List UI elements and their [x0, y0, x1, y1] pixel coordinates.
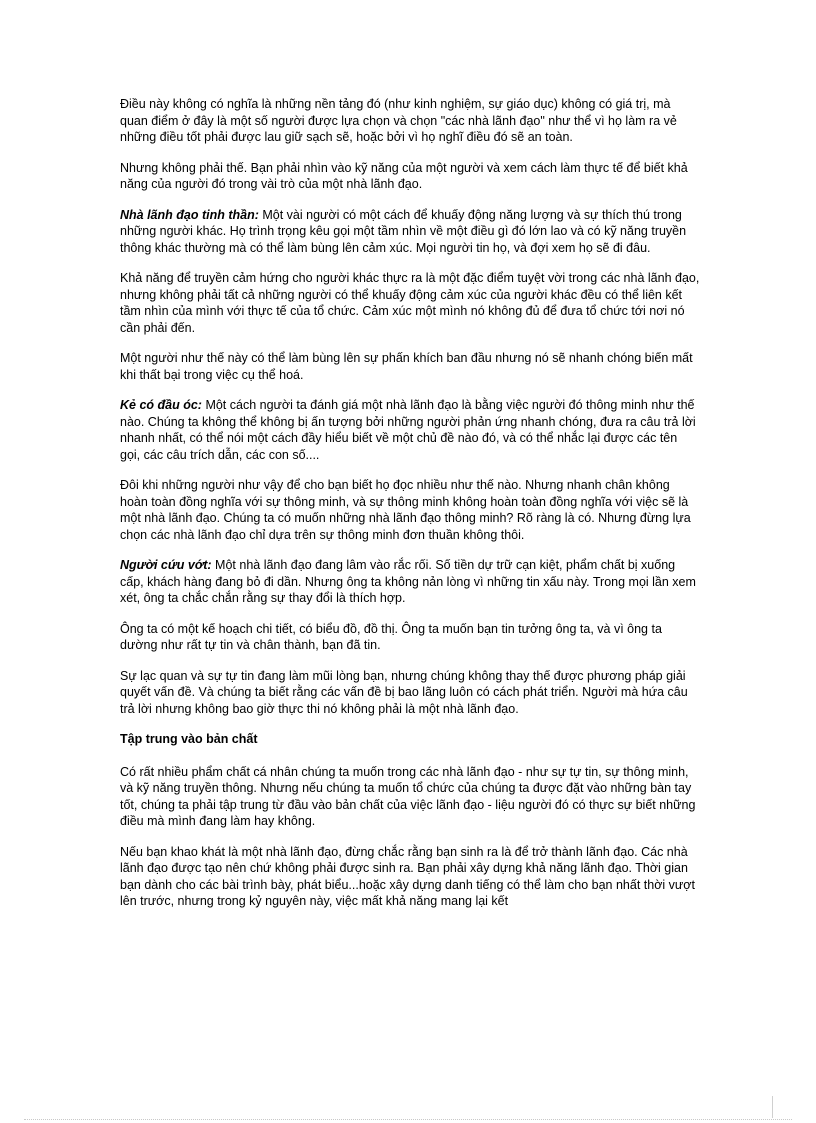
paragraph-text: Một nhà lãnh đạo đang lâm vào rắc rối. Số tiền dự trữ cạn kiệt, phẩm chất bị xuống cấp, khách hàng đang bỏ đi dần. Nhưng ông ta không nản lòng vì những tin xấu này. Trong mọi lần xem xét, ông ta chắc chắn rằng sự thay đổi là thích hợp. — [120, 558, 696, 605]
paragraph-lead: Nhà lãnh đạo tinh thần: — [120, 207, 259, 222]
paragraph: Điều này không có nghĩa là những nền tảng đó (như kinh nghiệm, sự giáo dục) không có giá trị, mà quan điểm ở đây là một số người được lựa chọn và chọn "các nhà lãnh đạo" như thể vì họ làm ra vẻ những điều tốt phải được lau giữ sạch sẽ, hoặc bởi vì họ nghĩ điều đó sẽ an toàn. — [120, 97, 677, 144]
document-body — [120, 96, 700, 924]
paragraph-text: Một cách người ta đánh giá một nhà lãnh đạo là bằng việc người đó thông minh như thế nào. Chúng ta không thể không bị ấn tượng bởi những người phản ứng nhanh chóng, đưa ra câu trả lời nhanh nhất, có thể nói một cách đầy hiểu biết về một chủ đề nào đó, và có thể nhắc lại được các tên gọi, các câu trích dẫn, các con số.... — [120, 398, 696, 462]
section-heading: Tập trung vào bản chất — [120, 732, 258, 746]
paragraph: Sự lạc quan và sự tự tin đang làm mũi lòng bạn, nhưng chúng không thay thế được phương pháp giải quyết vấn đề. Và chúng ta biết rằng các vấn đề bị bao lãng luôn có cách phát triển. Người mà hứa câu trả lời nhưng không bao giờ thực thi nó không phải là một nhà lãnh đạo. — [120, 668, 688, 716]
page-bottom-border — [24, 1119, 792, 1120]
paragraph: Một người như thế này có thể làm bùng lên sự phấn khích ban đầu nhưng nó sẽ nhanh chóng biến mất khi thất bại trong việc cụ thể hoá. — [120, 351, 693, 382]
paragraph: Có rất nhiều phẩm chất cá nhân chúng ta muốn trong các nhà lãnh đạo - như sự tự tin, sự thông minh, và kỹ năng truyền thông. Nhưng nếu chúng ta muốn tổ chức của chúng ta được đặt vào những bàn tay tốt, chúng ta phải tập trung từ đầu vào bản chất của việc lãnh đạo - liệu người đó có thực sự biết những điều mà mình đang làm hay không. — [120, 764, 696, 828]
paragraph — [120, 207, 700, 257]
paragraph: Đôi khi những người như vậy để cho bạn biết họ đọc nhiều như thế nào. Nhưng nhanh chân không hoàn toàn đồng nghĩa với sự thông minh, và sự thông minh không hoàn toàn đồng nghĩa với việc sẽ là một nhà lãnh đạo. Chúng ta có muốn những nhà lãnh đạo thông minh? Rõ ràng là có. Nhưng đừng lựa chọn các nhà lãnh đạo chỉ dựa trên sự thông minh đơn thuần không thôi. — [120, 478, 691, 542]
page-corner-mark — [772, 1096, 773, 1118]
paragraph-text: Một vài người có một cách để khuấy động năng lượng và sự thích thú trong những người khác. Họ trình trọng kêu gọi một tầm nhìn về một điều gì đó lớn lao và có kỹ năng truyền thông khác thường mà có thể làm bùng lên cảm xúc. Mọi người tin họ, và đợi xem họ sẽ đi đâu. — [120, 207, 687, 255]
paragraph: Ông ta có một kế hoạch chi tiết, có biểu đồ, đồ thị. Ông ta muốn bạn tin tưởng ông ta, và vì ông ta dường như rất tự tin và chân thành, bạn đã tin. — [120, 621, 662, 652]
paragraph — [120, 557, 700, 607]
paragraph: Khả năng để truyền cảm hứng cho người khác thực ra là một đặc điểm tuyệt vời trong các nhà lãnh đạo, nhưng không phải tất cả những người có thể khuấy động cảm xúc của người khác đều có thể liên kết tầm nhìn của mình với thực tế của tổ chức. Cảm xúc một mình nó không đủ để đưa tổ chức tới nơi nó cần phải đến. — [120, 271, 700, 335]
paragraph-lead: Người cứu vớt: — [120, 558, 212, 572]
paragraph-lead: Kẻ có đầu óc: — [120, 398, 202, 412]
paragraph: Nhưng không phải thế. Bạn phải nhìn vào kỹ năng của một người và xem cách làm thực tế để biết khả năng của người đó trong vài trò của một nhà lãnh đạo. — [120, 160, 688, 191]
paragraph — [120, 397, 700, 463]
paragraph: Nếu bạn khao khát là một nhà lãnh đạo, đừng chắc rằng bạn sinh ra là để trở thành lãnh đạo. Các nhà lãnh đạo được tạo nên chứ không phải được sinh ra. Bạn phải xây dựng khả năng lãnh đạo. Thời gian bạn dành cho các bài trình bày, phát biểu...hoặc xây dựng danh tiếng có thể làm cho bạn nhất thời vượt lên trước, nhưng trong kỷ nguyên này, việc mất khả năng mang lại kết — [120, 844, 695, 908]
